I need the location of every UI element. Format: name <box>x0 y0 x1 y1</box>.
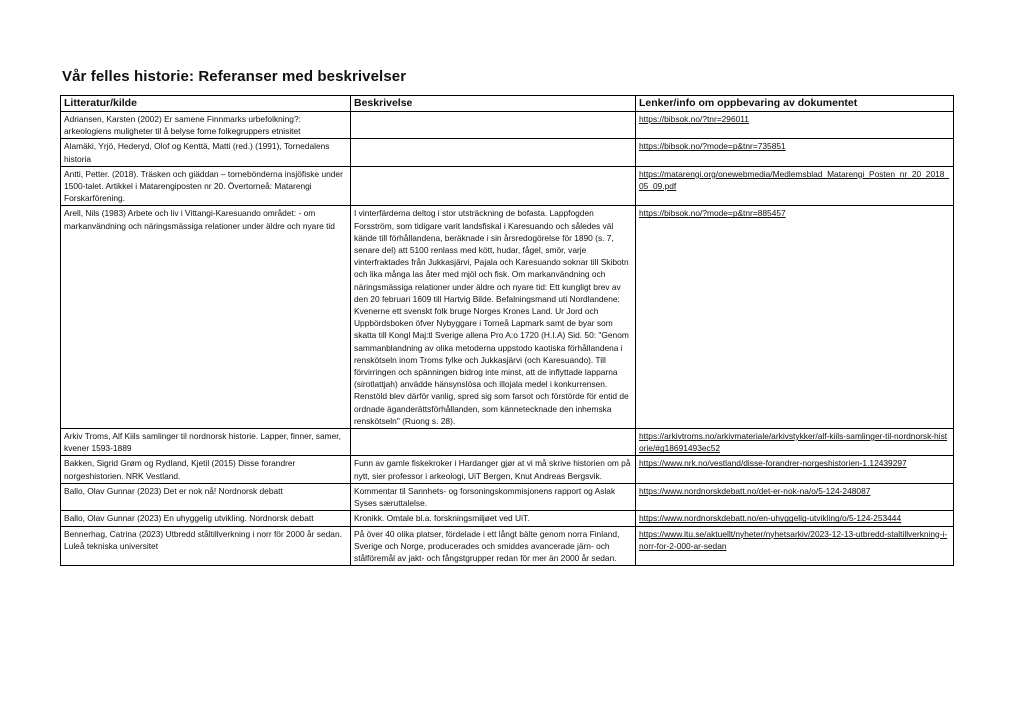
column-header-link: Lenker/info om oppbevaring av dokumentet <box>636 96 954 112</box>
source-cell: Arkiv Troms, Alf Kiils samlinger til nordnorsk historie. Lapper, finner, samer, kvener 1593-1889 <box>61 429 351 456</box>
table-row <box>61 429 954 456</box>
description-cell <box>351 429 636 456</box>
source-cell: Alamäki, Yrjö, Hederyd, Olof og Kenttä, Matti (red.) (1991), Tornedalens historia <box>61 139 351 166</box>
description-cell: På över 40 olika platser, fördelade i ett långt bälte genom norra Finland, Sverige och Norge, producerades och smiddes avancerade järn- och stålföremål av jakt- och fångstgrupper redan för mer än 2000 år sedan. <box>351 526 636 566</box>
reference-link[interactable]: https://bibsok.no/?mode=p&tnr=885457 <box>639 208 786 219</box>
source-cell: Adriansen, Karsten (2002) Er samene Finnmarks urbefolkning?: arkeologiens muligheter til å belyse forne folkegruppers etnisitet <box>61 112 351 139</box>
link-cell <box>636 112 954 139</box>
table-row <box>61 456 954 483</box>
reference-link[interactable]: https://www.nordnorskdebatt.no/det-er-nok-na/o/5-124-248087 <box>639 485 871 496</box>
description-cell: I vinterfärderna deltog i stor utsträckning de bofasta. Lappfogden Forsström, som tidigare varit landsfiskal i Karesuando och således väl kände till förhållandena, beräknade i sin årsredogörelse för 1890 (s. 7, senare del) att 5100 renlass med kött, hudar, fågel, smör, varje vinterfraktades från Jukkasjärvi, Pajala och Karesuando soknar till Skibotn och lika många las åter med mjöl och fisk. Om markanvändning och näringsmässiga relationer under äldre och nyare tid: Ett kungligt brev av den 20 februari 1609 till Hartvig Bilde. Befalningsmand uti Nordlandene: Kvenerne ett svenskt folk bruge Norges Krones Land. Ur Jord och Uppbördsboken öfver Nybyggare i Torneå Lapmark samt de byar som skatta till Kongl Maj:tl Sverige allena Pro A:o 1720 (H.I.A) Sid. 50: "Genom sammanblandning av olika metoderna uppstodo kaotiska förhållandena i renskötseln inom Troms fylke och Jukkasjärvi (och Karesuando). Till förvirringen och spänningen bidrog inte minst, att de inflyttade lapparna (sirotlattjah) anvädde hänsynslösa och illojala medel i konkurrensen. Renstöld blev därför vanlig, spred sig som farsot och förstörde för entid de ordnade äganderättsförhållanden, som kännetecknade den inhemska renskötseln" (Ruong s. 28). <box>351 206 636 429</box>
description-cell: Kronikk. Omtale bl.a. forskningsmiljøet ved UiT. <box>351 511 636 526</box>
link-cell <box>636 456 954 483</box>
source-cell: Bennerhag, Catrina (2023) Utbredd ståltillverkning i norr för 2000 år sedan. Luleå tekniska universitet <box>61 526 351 566</box>
reference-link[interactable]: https://matarengi.org/onewebmedia/Medlemsblad_Matarengi_Posten_nr_20_2018_05_09.pdf <box>639 168 950 192</box>
table-row <box>61 112 954 139</box>
reference-link[interactable]: https://arkivtroms.no/arkivmateriale/arkivstykker/alf-kiils-samlinger-til-nordnorsk-historie/#g18691493ec52 <box>639 431 948 454</box>
description-cell <box>351 166 636 206</box>
link-cell <box>636 429 954 456</box>
reference-link[interactable]: https://www.ltu.se/aktuellt/nyheter/nyhetsarkiv/2023-12-13-utbredd-staltillverkning-i-norr-for-2-000-ar-sedan <box>639 528 948 551</box>
description-cell: Kommentar til Sannhets- og forsoningskommisjonens rapport og Aslak Syses særuttalelse. <box>351 483 636 510</box>
table-row <box>61 166 954 206</box>
table-row <box>61 483 954 510</box>
table-row <box>61 206 954 429</box>
description-cell: Funn av gamle fiskekroker i Hardanger gjør at vi må skrive historien om på nytt, sier professor i arkeologi, UiT Bergen, Knut Andreas Bergsvik. <box>351 456 636 483</box>
column-header-description: Beskrivelse <box>351 96 636 112</box>
reference-link[interactable]: https://www.nordnorskdebatt.no/en-uhyggelig-utvikling/o/5-124-253444 <box>639 513 902 524</box>
description-cell <box>351 112 636 139</box>
description-cell <box>351 139 636 166</box>
link-cell <box>636 526 954 566</box>
column-header-source: Litteratur/kilde <box>61 96 351 112</box>
references-table <box>60 95 954 566</box>
reference-link[interactable]: https://bibsok.no/?tnr=296011 <box>639 114 749 124</box>
source-cell: Ballo, Olav Gunnar (2023) Det er nok nå! Nordnorsk debatt <box>61 483 351 510</box>
table-row <box>61 511 954 526</box>
table-row <box>61 526 954 566</box>
source-cell: Ballo, Olav Gunnar (2023) En uhyggelig utvikling. Nordnorsk debatt <box>61 511 351 526</box>
reference-link[interactable]: https://www.nrk.no/vestland/disse-forandrer-norgeshistorien-1.12439297 <box>639 458 907 469</box>
table-header-row <box>61 96 954 112</box>
source-cell: Bakken, Sigrid Grøm og Rydland, Kjetil (2015) Disse forandrer norgeshistorien. NRK Vestland. <box>61 456 351 483</box>
reference-link[interactable]: https://bibsok.no/?mode=p&tnr=735851 <box>639 141 786 152</box>
link-cell <box>636 511 954 526</box>
link-cell <box>636 206 954 429</box>
page-title: Vår felles historie: Referanser med beskrivelser <box>62 68 407 85</box>
link-cell <box>636 483 954 510</box>
table-row <box>61 139 954 166</box>
source-cell: Antti, Petter. (2018). Träsken och giäddan – tornebönderna insjöfiske under 1500-talet. Artikkel i Matarengiposten nr 20. Övertorneå: Matarengi Forskarförening. <box>61 166 351 206</box>
source-cell: Arell, Nils (1983) Arbete och liv i Vittangi-Karesuando området: - om markanvändning och näringsmässiga relationer under äldre och nyare tid <box>61 206 351 429</box>
link-cell <box>636 139 954 166</box>
link-cell <box>636 166 954 206</box>
